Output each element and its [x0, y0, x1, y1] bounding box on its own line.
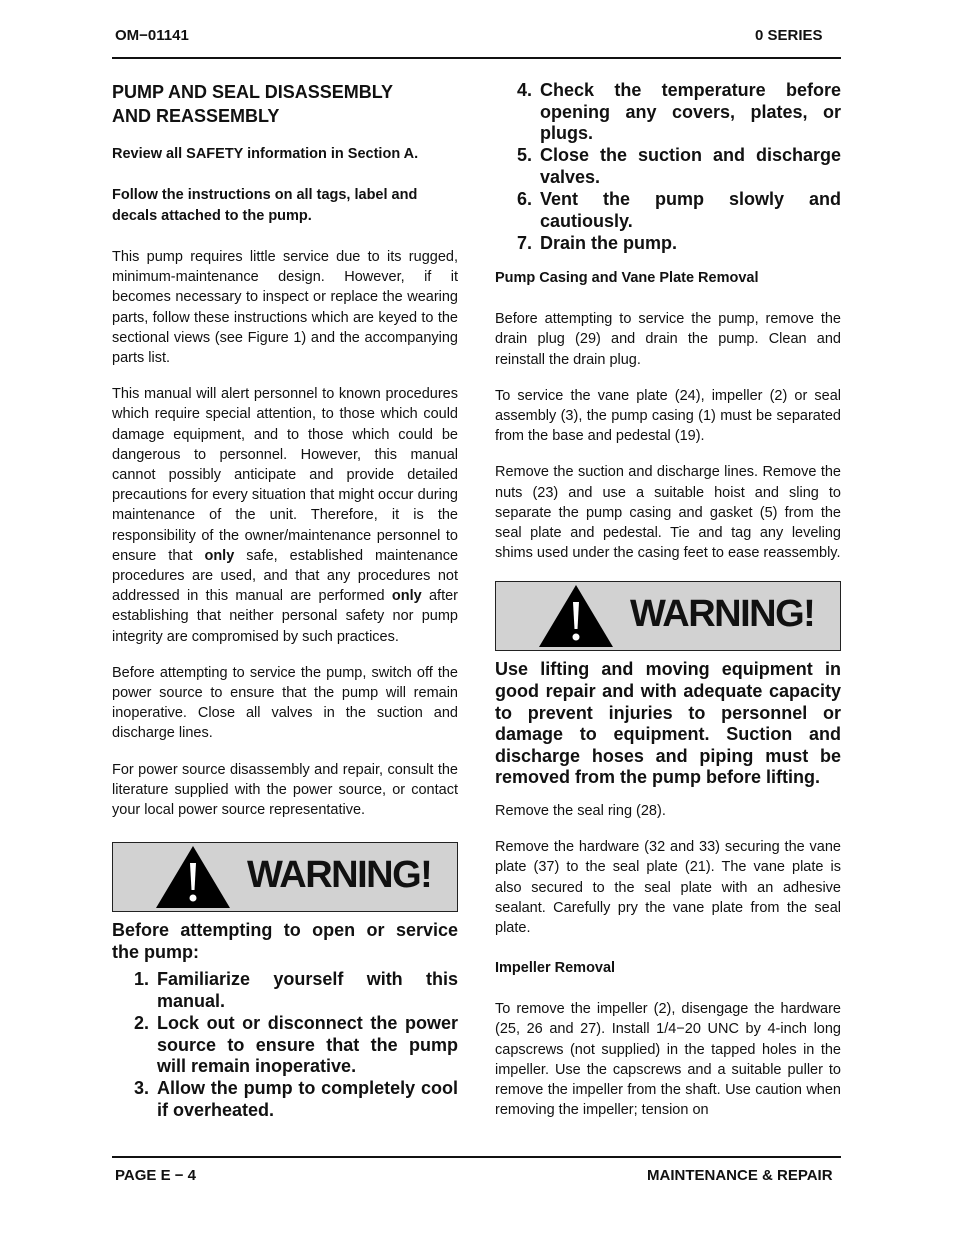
left-column — [112, 80, 458, 1122]
separate-casing-paragraph: To service the vane plate (24), impeller (2) or seal assembly (3), the pump casing (1) must be separated from the base and pedestal (19). — [495, 387, 841, 445]
step-text: Drain the pump. — [540, 232, 678, 253]
step-text: Familiarize yourself with this manual. — [157, 969, 458, 1012]
vane-plate-paragraph: Remove the hardware (32 and 33) securing the vane plate (37) to the seal plate (21). The vane plate is also secured to the seal plate with an adhesive sealant. Carefully pry the vane plate from the seal plate. — [495, 839, 841, 937]
step-number: 5. — [517, 145, 533, 166]
footer-rule — [112, 1156, 841, 1158]
step-number: 1. — [134, 969, 150, 990]
manual-alert-text-c: after establishing that neither personal safety nor pump integrity are compromised by such practices. — [112, 588, 458, 645]
section-title-line2: AND REASSEMBLY — [112, 106, 280, 126]
intro-paragraph: This pump requires little service due to its rugged, minimum-maintenance design. However, if it becomes necessary to inspect or replace the wearing parts, follow these instructions which are keyed to the sectional views (see Figure 1) and the accompanying parts list. — [112, 249, 458, 367]
footer-section-name: MAINTENANCE & REPAIR — [647, 1167, 833, 1184]
continued-steps-list — [495, 80, 841, 254]
list-item — [495, 145, 841, 188]
warning-box — [495, 581, 841, 651]
step-text: Check the temperature before opening any covers, plates, or plugs. — [540, 80, 841, 144]
section-title — [112, 80, 458, 128]
header-rule — [112, 57, 841, 59]
step-text: Allow the pump to completely cool if overheated. — [157, 1078, 458, 1121]
warning-label: WARNING! — [247, 854, 432, 897]
warning-box — [112, 842, 458, 912]
step-text: Lock out or disconnect the power source to ensure that the pump will remain inoperative. — [157, 1013, 458, 1077]
warning-label: WARNING! — [630, 593, 815, 636]
manual-alert-paragraph — [112, 384, 458, 647]
list-item — [495, 189, 841, 232]
step-number: 4. — [517, 80, 533, 100]
step-number: 2. — [134, 1013, 150, 1034]
step-number: 3. — [134, 1078, 150, 1099]
warning-lead-text: Before attempting to open or service the pump: — [112, 920, 458, 962]
step-number: 7. — [517, 232, 533, 253]
impeller-paragraph: To remove the impeller (2), disengage the hardware (25, 26 and 27). Install 1/4−20 UNC by 4-inch long capscrews (not supplied) in the tapped holes in the impeller. Use the capscrews and a suitable puller to remove the impeller from the shaft. Use caution when removing the impeller; tension on — [495, 1001, 841, 1119]
list-item — [112, 1013, 458, 1078]
step-number: 6. — [517, 188, 533, 209]
step-text: Close the suction and discharge valves. — [540, 145, 841, 187]
lifting-warning-text: Use lifting and moving equipment in good repair and with adequate capacity to prevent injuries to personnel or damage to equipment. Suction and discharge hoses and piping must be removed from the pump before lifting. — [495, 659, 841, 788]
manual-alert-text-b: safe, established maintenance procedures are used, and that any procedures not addressed in this manual are performed — [112, 547, 459, 605]
remove-lines-paragraph: Remove the suction and discharge lines. Remove the nuts (23) and use a suitable hoist and sling to separate the pump casing and gasket (5) from the seal plate and pedestal. Tie and tag any leveling shims used under the casing feet to ease reassembly. — [495, 464, 841, 562]
power-source-paragraph: For power source disassembly and repair, consult the literature supplied with the power source, or contact your local power source representative. — [112, 761, 458, 819]
list-item — [112, 969, 458, 1012]
follow-instructions-note: Follow the instructions on all tags, label and decals attached to the pump. — [112, 187, 418, 224]
warning-steps-list — [112, 969, 458, 1121]
header-series: 0 SERIES — [755, 27, 823, 44]
review-safety-note: Review all SAFETY information in Section A. — [112, 146, 419, 162]
emphasis-only-1: only — [204, 547, 235, 564]
power-off-paragraph: Before attempting to service the pump, switch off the power source to ensure that the pump will remain inoperative. Close all valves in the suction and discharge lines. — [112, 664, 458, 742]
list-item — [495, 233, 841, 255]
step-text: Vent the pump slowly and cautiously. — [540, 188, 841, 231]
manual-alert-text-a: This manual will alert personnel to known procedures which require special attention, to those which could damage equipment, and to those which could be dangerous to personnel. However, this manual cannot possibly anticipate and provide detailed precautions for every situation that might occur during maintenance of the unit. Therefore, it is the responsibility of the owner/maintenance personnel to ensure that — [112, 386, 458, 564]
emphasis-only-2: only — [391, 588, 422, 605]
list-item — [495, 80, 841, 145]
section-title-line1: PUMP AND SEAL DISASSEMBLY — [112, 82, 394, 102]
drain-paragraph: Before attempting to service the pump, remove the drain plug (29) and drain the pump. Clean and reinstall the drain plug. — [495, 311, 841, 368]
subheading-impeller-removal: Impeller Removal — [495, 960, 616, 977]
seal-ring-paragraph: Remove the seal ring (28). — [495, 803, 666, 820]
footer-page-number: PAGE E − 4 — [115, 1167, 197, 1184]
right-column — [495, 80, 841, 1136]
subheading-casing-removal: Pump Casing and Vane Plate Removal — [495, 270, 759, 287]
header-doc-number: OM−01141 — [115, 27, 189, 44]
warning-triangle-icon — [538, 584, 614, 648]
warning-triangle-icon — [155, 845, 231, 909]
list-item — [112, 1078, 458, 1121]
